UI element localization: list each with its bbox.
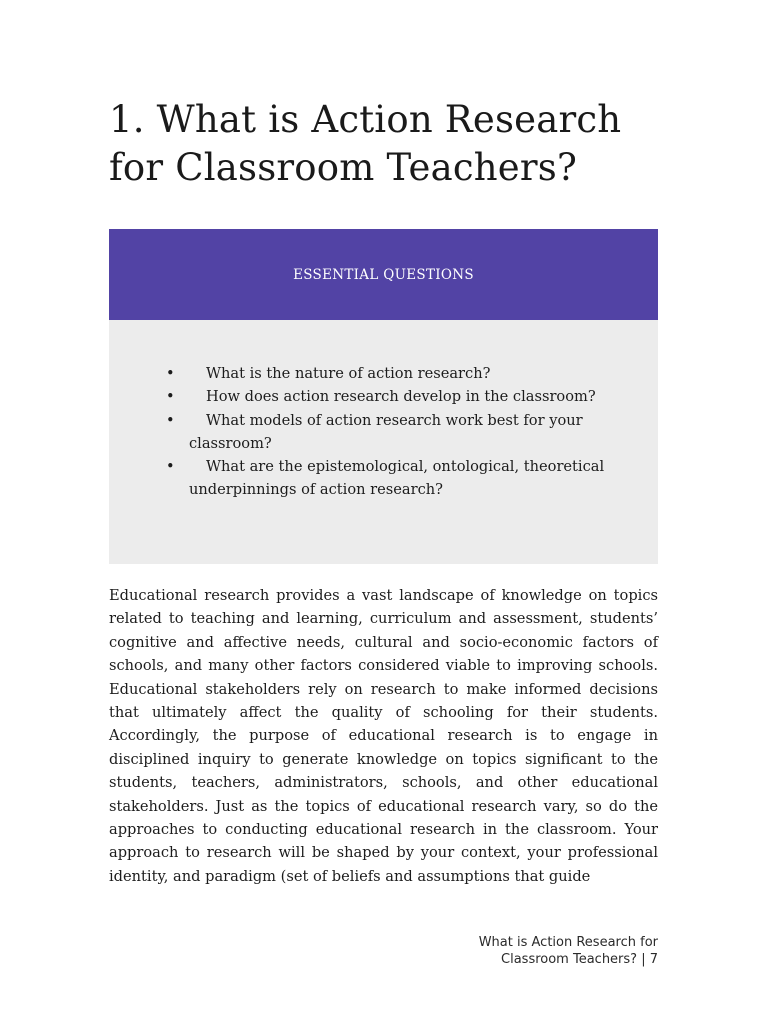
- footer-running-title: What is Action Research for: [478, 935, 658, 950]
- bullet-icon: •: [166, 388, 175, 406]
- footer-page-number: Classroom Teachers? | 7: [501, 952, 658, 967]
- chapter-title: [109, 96, 669, 192]
- list-item: [109, 455, 658, 502]
- essential-questions-header: [109, 229, 658, 320]
- chapter-title-line-2: for Classroom Teachers?: [109, 146, 578, 189]
- question-text: What is the nature of action research?: [206, 365, 491, 382]
- essential-questions-list: [109, 362, 658, 502]
- list-item: [109, 362, 658, 385]
- chapter-title-line-1: 1. What is Action Research: [109, 98, 622, 141]
- page-footer: [479, 934, 658, 968]
- bullet-icon: •: [166, 411, 175, 429]
- list-item: [109, 385, 658, 408]
- body-paragraph: Educational research provides a vast landscape of knowledge on topics related to teaching and learning, curriculum and assessment, students’ cognitive and affective needs, cultural and socio-economic factors of schools, and many other factors considered viable to improving schools. Educational stakeholders rely on research to make informed decisions that ultimately affect the quality of schooling for their students. Accordingly, the purpose of educational research is to engage in disciplined inquiry to generate knowledge on topics significant to the students, teachers, administrators, schools, and other educational stakeholders. Just as the topics of educational research vary, so do the approaches to conducting educational research in the classroom. Your approach to research will be shaped by your context, your professional identity, and paradigm (set of beliefs and assumptions that guide: [109, 587, 658, 885]
- question-text: What models of action research work best for your classroom?: [189, 411, 583, 452]
- bullet-icon: •: [166, 458, 175, 476]
- question-text: What are the epistemological, ontological, theoretical underpinnings of action research?: [189, 458, 605, 499]
- essential-questions-heading: ESSENTIAL QUESTIONS: [293, 266, 474, 283]
- essential-questions-box: [109, 229, 658, 564]
- bullet-icon: •: [166, 365, 175, 382]
- question-text: How does action research develop in the classroom?: [206, 388, 596, 406]
- list-item: [109, 409, 658, 456]
